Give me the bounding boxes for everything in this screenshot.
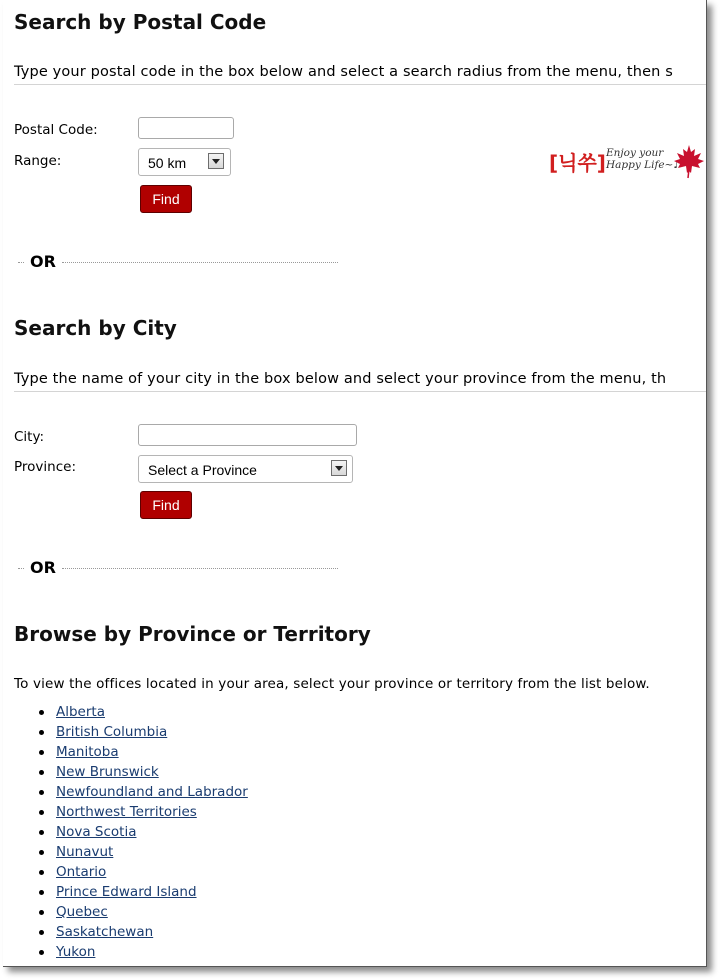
province-link-newfoundland-and-labrador[interactable]: Newfoundland and Labrador [56, 784, 248, 800]
range-label: Range: [14, 153, 62, 169]
postal-intro: Type your postal code in the box below and select a search radius from the menu, then s [14, 64, 673, 80]
postal-find-button[interactable]: Find [140, 185, 192, 213]
list-item [56, 822, 248, 842]
province-select[interactable] [138, 455, 353, 483]
list-item [56, 842, 248, 862]
postal-heading: Search by Postal Code [14, 10, 267, 34]
browse-heading: Browse by Province or Territory [14, 622, 371, 646]
province-link-new-brunswick[interactable]: New Brunswick [56, 764, 159, 780]
chevron-down-icon[interactable] [331, 460, 347, 476]
list-item [56, 802, 248, 822]
or-dots-left [18, 568, 24, 569]
badge-logo [549, 143, 707, 183]
maple-leaf-icon [671, 143, 707, 179]
badge-script [606, 147, 680, 171]
province-link-saskatchewan[interactable]: Saskatchewan [56, 924, 154, 940]
province-label: Province: [14, 459, 76, 475]
list-item [56, 902, 248, 922]
province-link-ontario[interactable]: Ontario [56, 864, 107, 880]
or-dots-right [62, 262, 338, 263]
list-item [56, 702, 248, 722]
postal-code-label: Postal Code: [14, 122, 98, 138]
list-item [56, 722, 248, 742]
province-link-yukon[interactable]: Yukon [56, 944, 96, 960]
city-intro: Type the name of your city in the box below and select your province from the menu, th [14, 371, 667, 387]
list-item [56, 782, 248, 802]
list-item [56, 922, 248, 942]
province-list [14, 702, 248, 962]
badge-line-2: Happy Life~♪ [606, 159, 681, 171]
or-dots-right [62, 568, 338, 569]
chevron-down-icon[interactable] [208, 153, 224, 169]
badge-line-1: Enjoy your [606, 147, 664, 159]
province-link-alberta[interactable]: Alberta [56, 704, 105, 720]
list-item [56, 862, 248, 882]
city-divider [14, 391, 707, 392]
range-select-value: 50 km [148, 155, 187, 171]
list-item [56, 762, 248, 782]
city-input[interactable] [138, 424, 357, 446]
or-label: OR [30, 252, 56, 271]
postal-code-input[interactable] [138, 117, 234, 139]
province-link-prince-edward-island[interactable]: Prince Edward Island [56, 884, 197, 900]
list-item [56, 742, 248, 762]
city-find-button[interactable]: Find [140, 491, 192, 519]
page-frame [3, 0, 707, 967]
province-select-value: Select a Province [148, 462, 257, 478]
province-link-nunavut[interactable]: Nunavut [56, 844, 114, 860]
list-item [56, 882, 248, 902]
or-dots-left [18, 262, 24, 263]
list-item [56, 942, 248, 962]
city-label: City: [14, 429, 45, 445]
or-label: OR [30, 558, 56, 577]
range-select[interactable] [138, 148, 231, 176]
province-link-manitoba[interactable]: Manitoba [56, 744, 119, 760]
browse-intro: To view the offices located in your area, select your province or territory from the list below. [14, 676, 650, 692]
badge-korean-text: [닉쑤] [549, 151, 606, 175]
province-link-quebec[interactable]: Quebec [56, 904, 108, 920]
province-link-british-columbia[interactable]: British Columbia [56, 724, 168, 740]
province-link-nova-scotia[interactable]: Nova Scotia [56, 824, 137, 840]
postal-divider [14, 84, 707, 85]
city-heading: Search by City [14, 316, 177, 340]
or-separator [18, 252, 338, 272]
province-link-northwest-territories[interactable]: Northwest Territories [56, 804, 197, 820]
or-separator [18, 558, 338, 578]
